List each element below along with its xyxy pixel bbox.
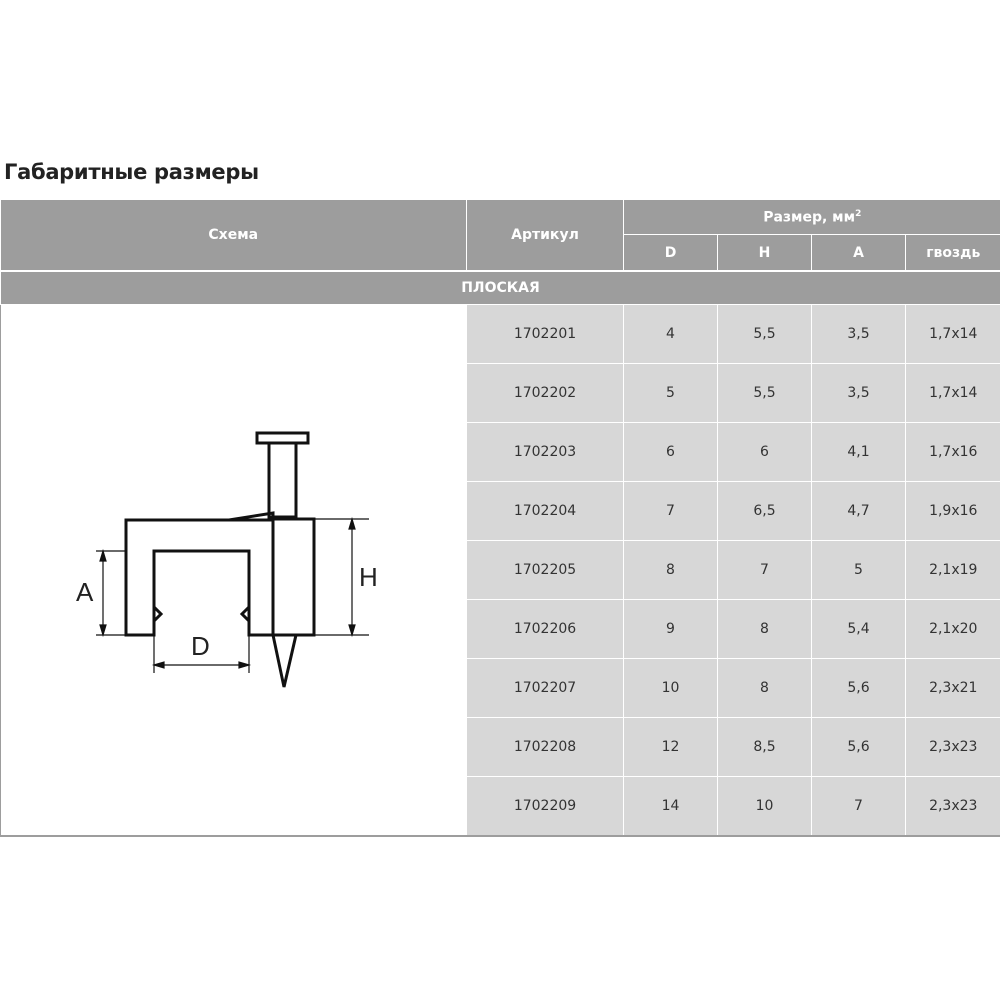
page-title: Габаритные размеры (4, 160, 259, 184)
dim-h-arrow-bottom (349, 625, 355, 635)
header-col-nail: гвоздь (906, 235, 1000, 272)
cell-nail: 2,1x20 (906, 600, 1000, 659)
cell-article: 1702202 (467, 364, 624, 423)
header-col-d: D (624, 235, 718, 272)
cell-article: 1702205 (467, 541, 624, 600)
nail-shank (269, 443, 296, 517)
cell-a: 5 (812, 541, 906, 600)
cell-a: 4,7 (812, 482, 906, 541)
cell-nail: 1,7x16 (906, 423, 1000, 482)
cell-article: 1702208 (467, 718, 624, 777)
header-size-group (624, 200, 1000, 235)
cell-h: 10 (718, 777, 812, 837)
dim-h-arrow-top (349, 519, 355, 529)
cell-d: 4 (624, 305, 718, 364)
header-size-sup: 2 (855, 208, 862, 219)
header-col-h: H (718, 235, 812, 272)
nail-point (273, 635, 296, 687)
table-row (1, 305, 1000, 364)
schema-cell (1, 305, 467, 837)
cell-a: 3,5 (812, 305, 906, 364)
cell-nail: 1,9x16 (906, 482, 1000, 541)
header-col-a: A (812, 235, 906, 272)
clip-post (273, 519, 314, 635)
cell-h: 8 (718, 600, 812, 659)
cell-nail: 2,3x21 (906, 659, 1000, 718)
cell-d: 10 (624, 659, 718, 718)
cell-article: 1702207 (467, 659, 624, 718)
header-article: Артикул (467, 200, 624, 271)
cell-article: 1702203 (467, 423, 624, 482)
cell-nail: 2,3x23 (906, 777, 1000, 837)
dim-d-arrow-right (239, 662, 249, 668)
cell-article: 1702201 (467, 305, 624, 364)
cell-h: 6,5 (718, 482, 812, 541)
cell-h: 5,5 (718, 364, 812, 423)
dim-a-arrow-top (100, 551, 106, 561)
section-title: ПЛОСКАЯ (1, 271, 1000, 305)
dim-a-arrow-bottom (100, 625, 106, 635)
cell-a: 3,5 (812, 364, 906, 423)
cell-h: 5,5 (718, 305, 812, 364)
dimensions-table (0, 200, 1000, 837)
cell-d: 12 (624, 718, 718, 777)
clip-body (126, 520, 273, 635)
cell-nail: 1,7x14 (906, 305, 1000, 364)
header-schema: Схема (1, 200, 467, 271)
cell-a: 5,6 (812, 659, 906, 718)
cell-d: 7 (624, 482, 718, 541)
cell-a: 4,1 (812, 423, 906, 482)
cell-article: 1702209 (467, 777, 624, 837)
cable-clip-diagram (1, 305, 467, 835)
cell-nail: 2,1x19 (906, 541, 1000, 600)
cell-d: 8 (624, 541, 718, 600)
dim-d-arrow-left (154, 662, 164, 668)
label-h: H (359, 562, 378, 592)
header-size-group-label: Размер, мм (763, 209, 856, 226)
label-a: A (76, 577, 94, 607)
cell-h: 8,5 (718, 718, 812, 777)
label-d: D (191, 631, 210, 661)
cell-nail: 2,3x23 (906, 718, 1000, 777)
cell-d: 9 (624, 600, 718, 659)
cell-a: 7 (812, 777, 906, 837)
cell-article: 1702204 (467, 482, 624, 541)
cell-h: 8 (718, 659, 812, 718)
cell-d: 5 (624, 364, 718, 423)
cell-article: 1702206 (467, 600, 624, 659)
cell-h: 7 (718, 541, 812, 600)
cell-d: 14 (624, 777, 718, 837)
cell-a: 5,4 (812, 600, 906, 659)
cell-h: 6 (718, 423, 812, 482)
cell-a: 5,6 (812, 718, 906, 777)
cell-nail: 1,7x14 (906, 364, 1000, 423)
cell-d: 6 (624, 423, 718, 482)
